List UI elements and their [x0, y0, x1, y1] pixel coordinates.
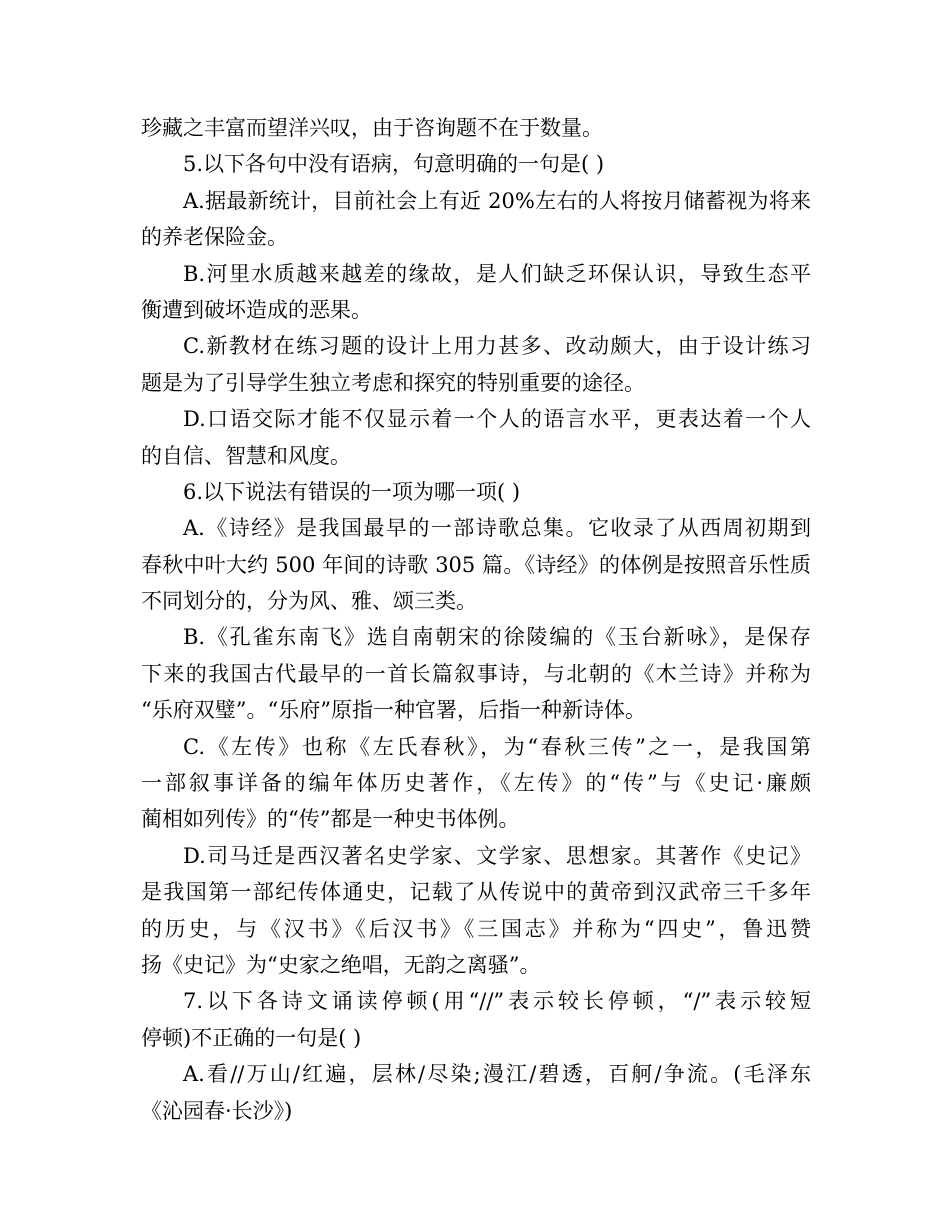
text-line: 题是为了引导学生独立考虑和探究的特别重要的途径。 — [141, 370, 645, 395]
text-line: 的历史，与《汉书》《后汉书》《三国志》并称为“四史”，鲁迅赞 — [141, 916, 811, 941]
text-line: 不同划分的，分为风、雅、颂三类。 — [141, 589, 477, 614]
question-6-stem: 6.以下说法有错误的一项为哪一项( ) — [183, 479, 521, 504]
question-5-option-a: A.据最新统计，目前社会上有近 20%左右的人将按月储蓄视为将来 — [183, 188, 811, 213]
question-6-option-d: D.司马迁是西汉著名史学家、文学家、思想家。其著作《史记》 — [183, 843, 811, 868]
text-line: 春秋中叶大约 500 年间的诗歌 305 篇。《诗经》的体例是按照音乐性质 — [141, 552, 811, 577]
question-6-option-a: A.《诗经》是我国最早的一部诗歌总集。它收录了从西周初期到 — [183, 516, 811, 541]
question-7-stem: 7.以下各诗文诵读停顿(用“//”表示较长停顿，“/”表示较短 — [183, 989, 811, 1014]
question-6-option-c: C.《左传》也称《左氏春秋》，为“春秋三传”之一，是我国第 — [183, 734, 811, 759]
text-line: 停顿)不正确的一句是( ) — [141, 1025, 362, 1050]
text-line: 下来的我国古代最早的一首长篇叙事诗，与北朝的《木兰诗》并称为 — [141, 661, 811, 686]
question-6-option-b: B.《孔雀东南飞》选自南朝宋的徐陵编的《玉台新咏》，是保存 — [183, 625, 811, 650]
text-line: 蔺相如列传》的“传”都是一种史书体例。 — [141, 807, 520, 832]
text-line: 的自信、智慧和风度。 — [141, 443, 351, 468]
question-5-option-c: C.新教材在练习题的设计上用力甚多、改动颇大，由于设计练习 — [183, 334, 811, 359]
text-line: 的养老保险金。 — [141, 225, 288, 250]
question-7-option-a: A.看//万山/红遍，层林/尽染;漫江/碧透，百舸/争流。(毛泽东 — [183, 1062, 811, 1087]
text-line: 是我国第一部纪传体通史，记载了从传说中的黄帝到汉武帝三千多年 — [141, 880, 811, 905]
document-body — [141, 110, 811, 1129]
text-line: 衡遭到破坏造成的恶果。 — [141, 297, 372, 322]
text-line: 珍藏之丰富而望洋兴叹，由于咨询题不在于数量。 — [141, 116, 603, 140]
text-line: 一部叙事详备的编年体历史著作，《左传》的“传”与《史记·廉颇 — [141, 771, 811, 796]
question-5-option-d: D.口语交际才能不仅显示着一个人的语言水平，更表达着一个人 — [183, 407, 811, 432]
text-line: “乐府双璧”。“乐府”原指一种官署，后指一种新诗体。 — [141, 698, 646, 723]
text-line: 《沁园春·长沙》) — [141, 1098, 293, 1123]
question-5-option-b: B.河里水质越来越差的缘故，是人们缺乏环保认识，导致生态平 — [183, 261, 811, 286]
question-5-stem: 5.以下各句中没有语病，句意明确的一句是( ) — [183, 152, 605, 177]
text-line: 扬《史记》为“史家之绝唱，无韵之离骚”。 — [141, 952, 541, 977]
